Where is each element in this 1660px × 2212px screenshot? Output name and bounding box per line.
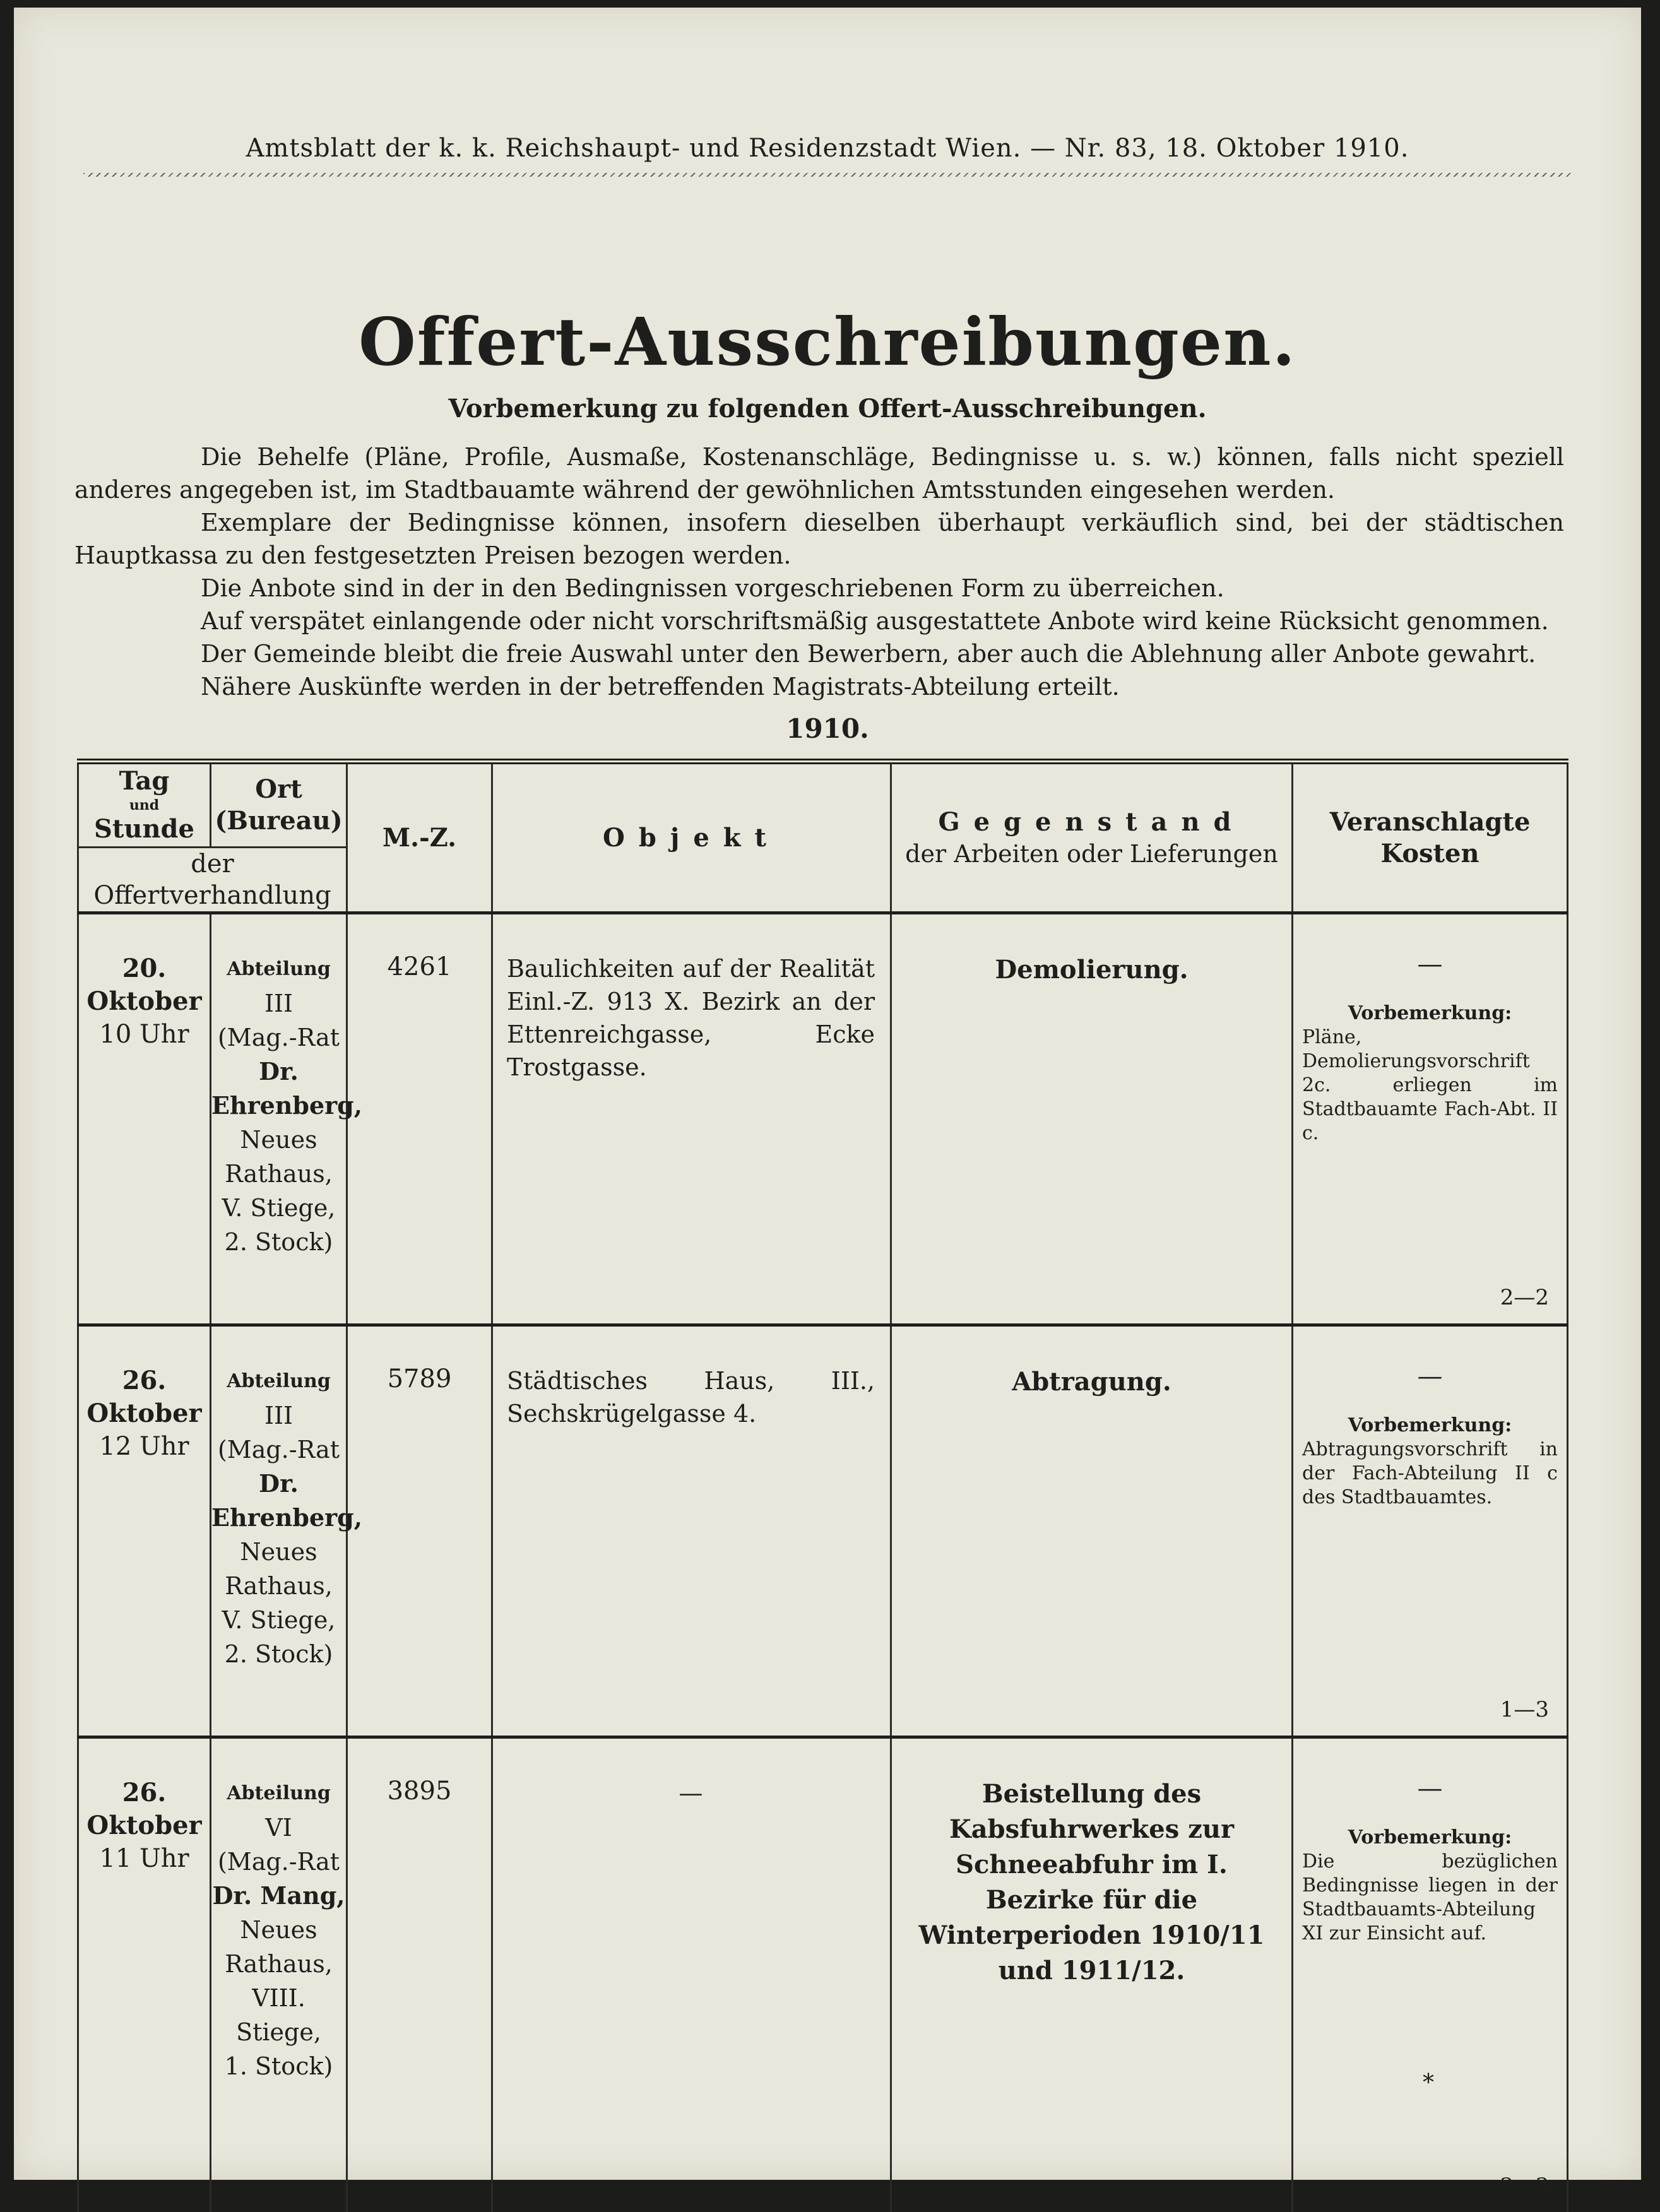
subtitle: Vorbemerkung zu folgenden Offert-Ausschreibungen. (14, 394, 1641, 423)
note-title: Vorbemerkung: (1302, 1414, 1558, 1438)
time: 10 Uhr (99, 1020, 189, 1049)
cost-cell (1293, 1325, 1568, 1737)
office-line: Ehrenberg, (211, 1503, 362, 1532)
header-ort-label: Ort (255, 774, 302, 804)
date-cell (78, 1737, 211, 2212)
date: 26. Oktober (86, 1366, 201, 1428)
header-kosten-line2: Kosten (1380, 839, 1479, 868)
subject-cell: Demolierung. (891, 913, 1293, 1325)
note-title: Vorbemerkung: (1302, 1826, 1558, 1850)
header-objekt (492, 762, 891, 913)
intro-paragraph: Die Behelfe (Pläne, Profile, Ausmaße, Kostenanschläge, Bedingnisse u. s. w.) können, falls nicht speziell anderes angegeben ist, im Stadtbauamte während der gewöhnlichen Amtsstunden eingesehen werden. (74, 441, 1564, 506)
mz-cell: 5789 (347, 1325, 492, 1737)
header-kosten-line1: Veranschlagte (1330, 807, 1531, 837)
header-verhandlung: der Offertverhandlung (78, 848, 347, 913)
office-head: Abteilung (211, 952, 346, 986)
office-cell (211, 913, 347, 1325)
office-line: Neues (240, 1126, 317, 1154)
office-line: Dr. (259, 1057, 299, 1085)
office-line: (Mag.-Rat (218, 1436, 340, 1464)
subject-cell: Beistellung des Kabsfuhrwerkes zur Schneeabfuhr im I. Bezirke für die Winterperioden 1910/11 und 1911/12. (891, 1737, 1293, 2212)
office-line: Neues (240, 1916, 317, 1944)
office-line: Neues (240, 1538, 317, 1566)
office-num: III (264, 1402, 293, 1429)
office-cell (211, 1325, 347, 1737)
reference-number: 2—3 (1500, 2174, 1549, 2198)
office-line: 2. Stock) (225, 1640, 333, 1668)
office-line: (Mag.-Rat (218, 1848, 340, 1876)
intro-text (74, 441, 1564, 703)
header-objekt-label: Objekt (603, 823, 780, 853)
header-bureau: (Bureau) (215, 806, 342, 836)
cost-cell (1293, 1737, 1568, 2212)
office-num: III (264, 990, 293, 1017)
header-gegenstand-sub: der Arbeiten oder Lieferungen (892, 838, 1291, 870)
date-cell (78, 913, 211, 1325)
intro-paragraph: Nähere Auskünfte werden in der betreffenden Magistrats-Abteilung erteilt. (74, 670, 1564, 703)
header-stunde: Stunde (94, 814, 194, 844)
table-row (78, 1737, 1568, 2212)
reference-number: 1—3 (1500, 1698, 1549, 1722)
cost-value: — (1302, 1777, 1558, 1801)
office-line: Dr. (259, 1469, 299, 1498)
office-line: Rathaus, (225, 1160, 333, 1188)
office-line: Stiege, (236, 2018, 321, 2046)
year-heading: 1910. (14, 713, 1641, 744)
time: 12 Uhr (99, 1432, 189, 1461)
subject-cell: Abtragung. (891, 1325, 1293, 1737)
office-line: Dr. Mang, (212, 1881, 345, 1910)
cost-cell (1293, 913, 1568, 1325)
running-head: Amtsblatt der k. k. Reichshaupt- und Residenzstadt Wien. — Nr. 83, 18. Oktober 1910. (14, 134, 1641, 163)
office-head: Abteilung (211, 1364, 346, 1399)
date: 20. Oktober (86, 954, 201, 1016)
header-kosten (1293, 762, 1568, 913)
office-line: Ehrenberg, (211, 1091, 362, 1120)
office-line: V. Stiege, (222, 1606, 336, 1634)
header-gegenstand-label: Gegenstand (938, 807, 1245, 837)
offers-table (77, 759, 1568, 2212)
header-und: und (79, 797, 210, 813)
page (14, 8, 1641, 2180)
office-line: V. Stiege, (222, 1194, 336, 1222)
note-text: Abtragungsvorschrift in der Fach-Abteilung II c des Stadtbauamtes. (1302, 1438, 1558, 1510)
mz-cell: 3895 (347, 1737, 492, 2212)
mz-cell: 4261 (347, 913, 492, 1325)
header-ort (211, 762, 347, 848)
office-line: 1. Stock) (225, 2052, 333, 2080)
note-title: Vorbemerkung: (1302, 1002, 1558, 1026)
office-line: Rathaus, (225, 1950, 333, 1978)
reference-number: 2—2 (1500, 1286, 1549, 1310)
intro-paragraph: Exemplare der Bedingnisse können, insofern dieselben überhaupt verkäuflich sind, bei der städtischen Hauptkassa zu den festgesetzten Preisen bezogen werden. (74, 506, 1564, 572)
intro-paragraph: Die Anbote sind in der in den Bedingnissen vorgeschriebenen Form zu überreichen. (74, 572, 1564, 605)
office-line: 2. Stock) (225, 1228, 333, 1256)
office-num: VI (265, 1814, 292, 1842)
office-line: (Mag.-Rat (218, 1024, 340, 1051)
object-cell: Städtisches Haus, III., Sechskrügelgasse 4. (492, 1325, 891, 1737)
note-text: Pläne, Demolierungsvorschrift 2c. erliegen im Stadtbauamte Fach-Abt. II c. (1302, 1026, 1558, 1145)
header-mz: M.-Z. (347, 762, 492, 913)
office-cell (211, 1737, 347, 2212)
office-head: Abteilung (211, 1777, 346, 1811)
footer-asterisk: * (1423, 2070, 1434, 2096)
intro-paragraph: Auf verspätet einlangende oder nicht vorschriftsmäßig ausgestattete Anbote wird keine Rücksicht genommen. (74, 605, 1564, 637)
table-header-row (78, 762, 1568, 848)
header-rule (83, 173, 1573, 177)
date-cell (78, 1325, 211, 1737)
header-tag: Tag (119, 766, 170, 796)
cost-value: — (1302, 952, 1558, 976)
object-cell: — (492, 1737, 891, 2212)
object-cell: Baulichkeiten auf der Realität Einl.-Z. 913 X. Bezirk an der Ettenreichgasse, Ecke Trostgasse. (492, 913, 891, 1325)
table-row (78, 913, 1568, 1325)
page-title: Offert-Ausschreibungen. (14, 303, 1641, 381)
table-row (78, 1325, 1568, 1737)
header-tag-stunde (78, 762, 211, 848)
header-gegenstand (891, 762, 1293, 913)
date: 26. Oktober (86, 1778, 201, 1840)
cost-value: — (1302, 1364, 1558, 1388)
office-line: VIII. (252, 1984, 305, 2012)
intro-paragraph: Der Gemeinde bleibt die freie Auswahl unter den Bewerbern, aber auch die Ablehnung aller Anbote gewahrt. (74, 637, 1564, 670)
time: 11 Uhr (99, 1844, 189, 1873)
office-line: Rathaus, (225, 1572, 333, 1600)
note-text: Die bezüglichen Bedingnisse liegen in der Stadtbauamts-Abteilung XI zur Einsicht auf. (1302, 1850, 1558, 1946)
